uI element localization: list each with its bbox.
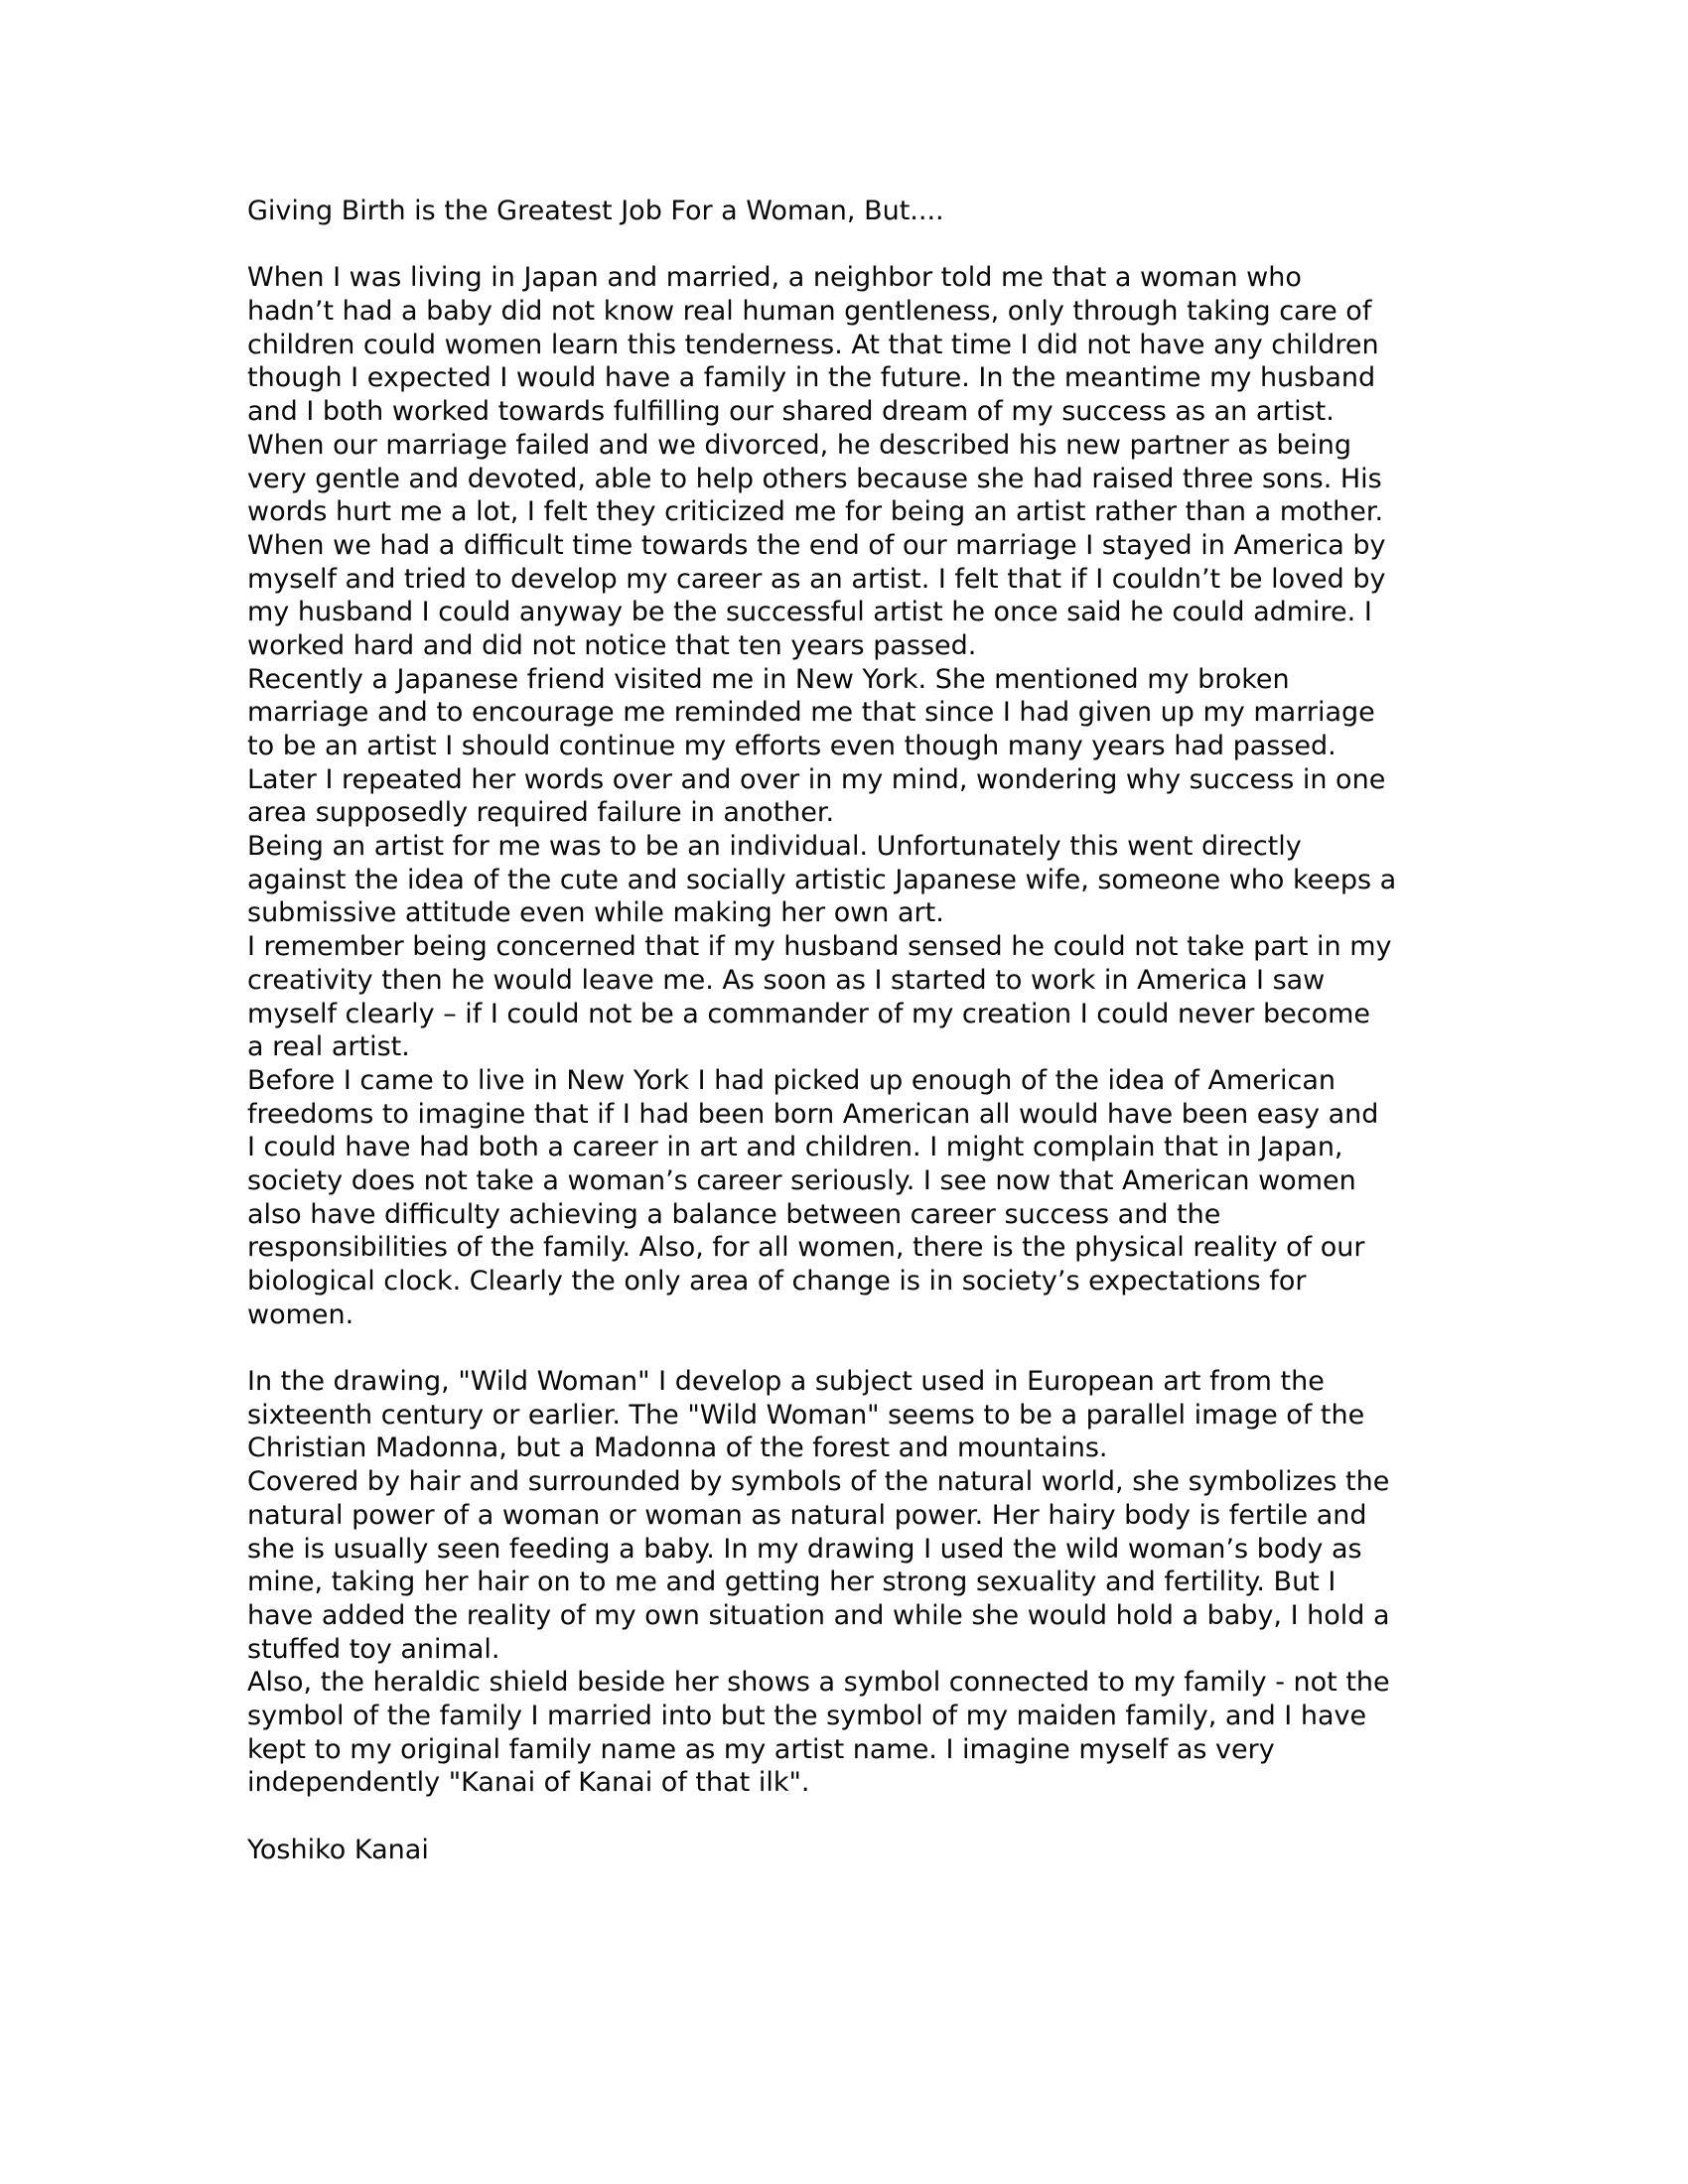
text-line: women. [247,1298,354,1330]
text-line: marriage and to encourage me reminded me that since I had given up my marriage [247,697,1375,729]
text-line: area supposedly required failure in another. [247,797,835,829]
text-line: Christian Madonna, but a Madonna of the forest and mountains. [247,1433,1108,1464]
essay-body-section [247,261,1538,1331]
text-line: also have difficulty achieving a balance between career success and the [247,1198,1221,1230]
text-line: I could have had both a career in art and children. I might complain that in Japan, [247,1132,1343,1163]
text-line: she is usually seen feeding a baby. In my drawing I used the wild woman’s body as [247,1533,1362,1565]
text-line: Before I came to live in New York I had picked up enough of the idea of American [247,1064,1336,1096]
text-line: sixteenth century or earlier. The "Wild Woman" seems to be a parallel image of the [247,1399,1365,1431]
document-page [247,195,1538,1866]
text-line: Recently a Japanese friend visited me in New York. She mentioned my broken [247,663,1290,695]
paragraph [247,1666,1538,1800]
text-line: When our marriage failed and we divorced, he described his new partner as being [247,429,1351,461]
text-line: hadn’t had a baby did not know real human gentleness, only through taking care of [247,296,1372,328]
paragraph [247,930,1538,1064]
text-line: very gentle and devoted, able to help others because she had raised three sons. His [247,463,1382,494]
text-line: children could women learn this tenderness. At that time I did not have any children [247,329,1379,360]
paragraph [247,1365,1538,1465]
text-line: freedoms to imagine that if I had been born American all would have been easy and [247,1098,1379,1130]
text-line: kept to my original family name as my artist name. I imagine myself as very [247,1733,1275,1765]
text-line: worked hard and did not notice that ten years passed. [247,629,977,661]
artwork-statement-section [247,1365,1538,1800]
blank-line [247,228,1538,262]
text-line: biological clock. Clearly the only area of change is in society’s expectations for [247,1266,1307,1297]
text-line: myself and tried to develop my career as an artist. I felt that if I couldn’t be loved by [247,563,1386,595]
paragraph [247,1064,1538,1332]
text-line: myself clearly – if I could not be a commander of my creation I could never become [247,998,1370,1029]
text-line: creativity then he would leave me. As soon as I started to work in America I saw [247,964,1326,996]
text-line: Later I repeated her words over and over in my mind, wondering why success in one [247,763,1386,795]
text-line: though I expected I would have a family in the future. In the meantime my husband [247,362,1376,394]
text-line: symbol of the family I married into but the symbol of my maiden family, and I have [247,1700,1367,1731]
paragraph [247,663,1538,763]
text-line: natural power of a woman or woman as natural power. Her hairy body is fertile and [247,1499,1367,1531]
text-line: I remember being concerned that if my husband sensed he could not take part in my [247,931,1392,963]
text-line: responsibilities of the family. Also, for all women, there is the physical reality of our [247,1232,1365,1264]
text-line: Also, the heraldic shield beside her shows a symbol connected to my family - not the [247,1667,1390,1699]
blank-line [247,1331,1538,1365]
signature-line: Yoshiko Kanai [247,1834,429,1865]
text-line: submissive attitude even while making her own art. [247,897,944,929]
text-line: When we had a difficult time towards the end of our marriage I stayed in America by [247,529,1386,561]
paragraph [247,261,1538,662]
text-line: to be an artist I should continue my efforts even though many years had passed. [247,731,1336,761]
paragraph [247,763,1538,830]
paragraph [247,830,1538,930]
text-line: against the idea of the cute and socially artistic Japanese wife, someone who keeps a [247,864,1397,895]
text-line: Covered by hair and surrounded by symbols of the natural world, she symbolizes the [247,1466,1390,1498]
paragraph [247,1465,1538,1666]
essay-title: Giving Birth is the Greatest Job For a Woman, But.... [247,196,944,226]
text-line: In the drawing, "Wild Woman" I develop a subject used in European art from the [247,1366,1325,1398]
blank-line [247,1800,1538,1834]
text-line: society does not take a woman’s career seriously. I see now that American women [247,1164,1356,1196]
text-line: stuffed toy animal. [247,1633,500,1665]
text-line: independently "Kanai of Kanai of that ilk". [247,1767,810,1799]
text-line: mine, taking her hair on to me and getting her strong sexuality and fertility. But I [247,1567,1336,1598]
text-line: my husband I could anyway be the successful artist he once said he could admire. I [247,597,1372,628]
text-line: have added the reality of my own situation and while she would hold a baby, I hold a [247,1599,1390,1631]
text-line: When I was living in Japan and married, a neighbor told me that a woman who [247,262,1302,294]
text-line: and I both worked towards fulfilling our shared dream of my success as an artist. [247,396,1335,428]
text-line: Being an artist for me was to be an individual. Unfortunately this went directly [247,831,1302,863]
text-line: a real artist. [247,1031,410,1063]
text-line: words hurt me a lot, I felt they criticized me for being an artist rather than a mother. [247,496,1384,528]
